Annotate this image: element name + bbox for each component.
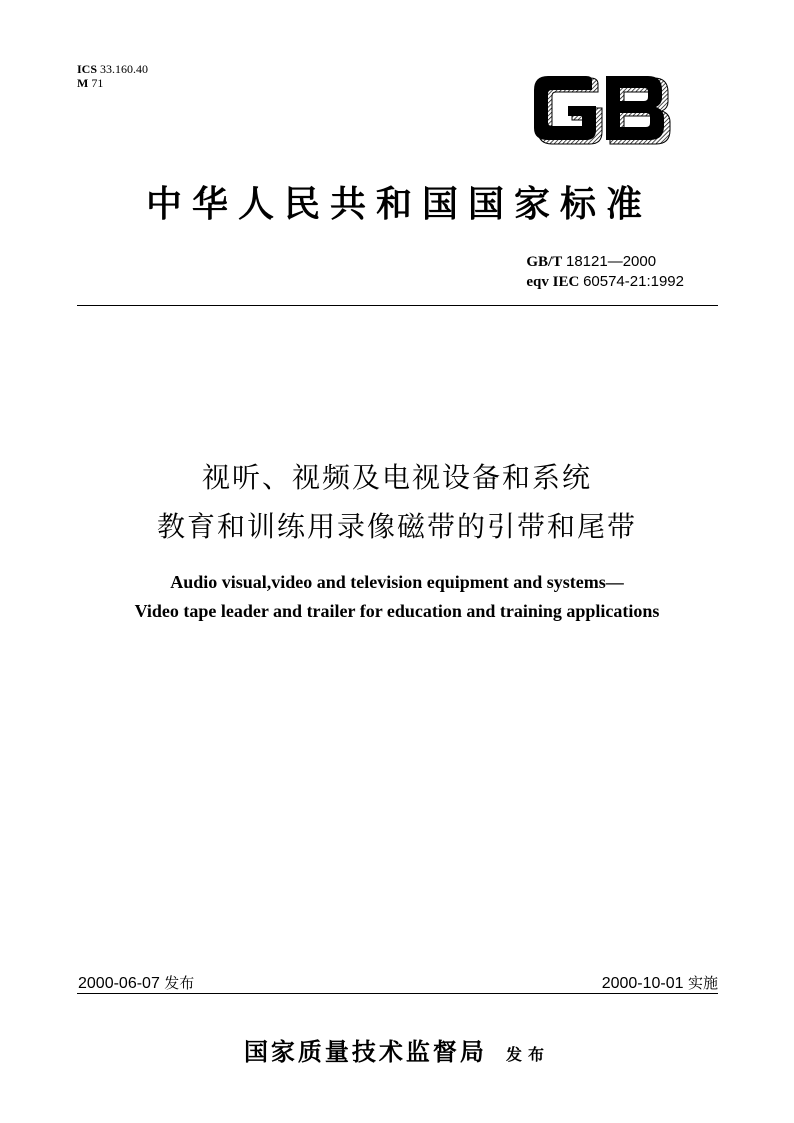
issue-date-label: 发布 (164, 974, 195, 992)
effective-date (602, 972, 718, 993)
standard-title: 中华人民共和国国家标准 (145, 183, 652, 225)
eqv-value: 60574-21:1992 (583, 273, 684, 290)
standard-number (526, 252, 684, 292)
ccs-code (77, 76, 148, 90)
issuer-organization: 国家质量技术监督局 (243, 1037, 487, 1066)
top-divider (77, 305, 718, 306)
issue-date (78, 972, 194, 993)
effective-date-label: 实施 (687, 974, 718, 992)
gb-number (526, 252, 684, 272)
gb-label: GB/T (526, 254, 563, 270)
effective-date-value: 2000-10-01 (601, 975, 684, 992)
gb-value: 18121—2000 (565, 253, 657, 270)
ccs-value: 71 (91, 76, 104, 90)
issue-date-value: 2000-06-07 (78, 975, 160, 992)
ics-code (77, 62, 148, 76)
chinese-title-line-2: 教育和训练用录像磁带的引带和尾带 (156, 510, 637, 543)
gb-logo-icon (530, 74, 672, 146)
issuer (0, 1032, 794, 1067)
english-title-line-1: Audio visual,video and television equipment and systems— (170, 572, 624, 592)
eqv-label: eqv IEC (526, 274, 580, 290)
ics-label: ICS (77, 62, 98, 76)
bottom-divider (77, 993, 718, 994)
issuer-action: 发布 (506, 1045, 551, 1064)
eqv-number (526, 272, 684, 292)
ccs-label: M (77, 76, 89, 90)
classification-codes (77, 62, 148, 90)
english-title-line-2: Video tape leader and trailer for education and training applications (134, 601, 660, 621)
chinese-title-line-1: 视听、视频及电视设备和系统 (201, 461, 592, 494)
ics-value: 33.160.40 (100, 62, 149, 76)
